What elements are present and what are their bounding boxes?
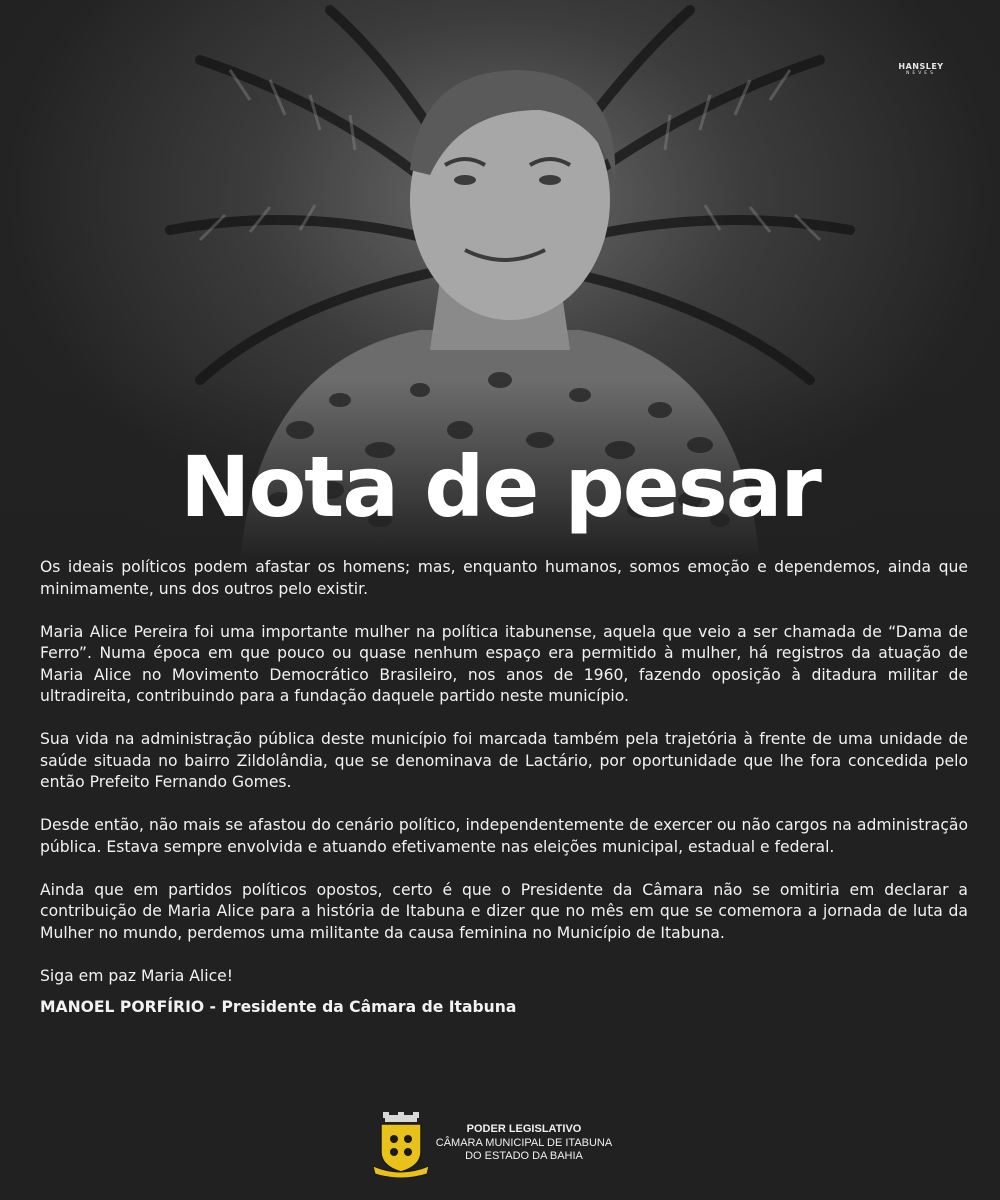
watermark-line-1: HANSLEY	[898, 62, 944, 71]
signature: MANOEL PORFÍRIO - Presidente da Câmara de Itabuna	[40, 998, 517, 1016]
watermark-line-2: NEVES	[906, 71, 936, 76]
paragraph: Os ideais políticos podem afastar os homens; mas, enquanto humanos, somos emoção e dependemos, ainda que minimamente, uns dos outros pelo existir.	[40, 558, 968, 598]
farewell-line: Siga em paz Maria Alice!	[40, 966, 233, 985]
page-title: Nota de pesar	[180, 438, 820, 536]
note-body	[40, 557, 968, 1019]
city-crest-icon	[373, 1112, 429, 1178]
paragraph: Desde então, não mais se afastou do cenário político, independentemente de exercer ou não cargos na administração pública. Estava sempre envolvida e atuando efetivamente nas eleições municipal, estadual e federal.	[40, 816, 968, 856]
footer-line-2: CÂMARA MUNICIPAL DE ITABUNA	[435, 1136, 613, 1149]
footer-institution	[373, 1112, 633, 1178]
footer-line-1: PODER LEGISLATIVO	[466, 1123, 582, 1135]
paragraph: Sua vida na administração pública deste município foi marcada também pela trajetória à frente de uma unidade de saúde situada no bairro Zildolândia, que se denominava de Lactário, por oportunidade que lhe fora concedida pelo então Prefeito Fernando Gomes.	[40, 730, 968, 791]
footer-line-3: DO ESTADO DA BAHIA	[465, 1150, 583, 1162]
paragraph: Maria Alice Pereira foi uma importante mulher na política itabunense, aquela que veio a ser chamada de “Dama de Ferro”. Numa época em que pouco ou quase nenhum espaço era permitido à mulher, há registros da atuação de Maria Alice no Movimento Democrático Brasileiro, nos anos de 1960, fazendo oposição à ditadura militar de ultradireita, contribuindo para a fundação daquele partido neste município.	[40, 622, 968, 705]
photographer-watermark	[884, 62, 958, 77]
institution-name	[425, 1123, 623, 1164]
paragraph: Ainda que em partidos políticos opostos, certo é que o Presidente da Câmara não se omitiria em declarar a contribuição de Maria Alice para a história de Itabuna e dizer que no mês em que se comemora a jornada de luta da Mulher no mundo, perdemos uma militante da causa feminina no Município de Itabuna.	[40, 880, 968, 942]
